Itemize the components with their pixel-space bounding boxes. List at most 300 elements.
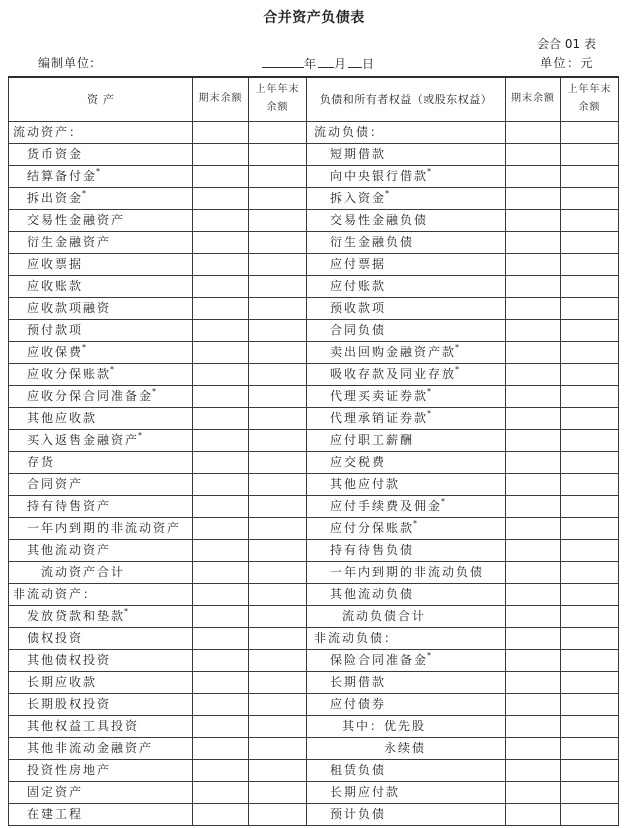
assets-prior-year-header-line2: 余额 <box>266 102 289 114</box>
liability-line-item: 向中央银行借款 <box>330 169 429 183</box>
asset-line-item: 投资性房地产 <box>27 763 112 777</box>
asset-prior-year-balance-cell <box>249 737 307 759</box>
liability-ending-balance-cell <box>506 605 561 627</box>
asset-prior-year-balance-cell <box>249 517 307 539</box>
liability-label-cell <box>307 429 506 451</box>
liability-prior-year-balance-cell <box>561 737 619 759</box>
liability-line-item: 吸收存款及同业存放 <box>330 367 457 381</box>
asset-section-heading: 流动资产： <box>13 125 84 139</box>
asset-label-cell <box>9 715 193 737</box>
footnote-mark: * <box>82 189 87 198</box>
asset-prior-year-balance-cell <box>249 451 307 473</box>
liability-prior-year-balance-cell <box>561 209 619 231</box>
currency-unit: 单位：元 <box>539 56 594 70</box>
asset-ending-balance-cell <box>193 297 249 319</box>
asset-ending-balance-cell <box>193 341 249 363</box>
asset-line-item: 应收分保账款 <box>27 367 112 381</box>
table-row <box>9 407 619 429</box>
asset-label-cell <box>9 759 193 781</box>
asset-line-item: 货币资金 <box>27 147 84 161</box>
liability-prior-year-balance-cell <box>561 451 619 473</box>
asset-prior-year-balance-cell <box>249 165 307 187</box>
table-row <box>9 517 619 539</box>
liability-prior-year-balance-cell <box>561 407 619 429</box>
footnote-mark: * <box>455 343 460 352</box>
liability-line-item: 应付票据 <box>330 257 387 271</box>
liability-ending-balance-cell <box>506 319 561 341</box>
liability-line-item: 代理承销证券款 <box>330 411 429 425</box>
liability-prior-year-balance-cell <box>561 363 619 385</box>
asset-label-cell <box>9 561 193 583</box>
liability-ending-balance-cell <box>506 341 561 363</box>
asset-line-item: 债权投资 <box>27 631 84 645</box>
report-meta <box>0 55 628 71</box>
liability-prior-year-balance-cell <box>561 759 619 781</box>
asset-prior-year-balance-cell <box>249 231 307 253</box>
asset-line-item: 其他债权投资 <box>27 653 112 667</box>
asset-line-item: 应收保费 <box>27 345 84 359</box>
liability-ending-balance-cell <box>506 781 561 803</box>
asset-line-item: 长期应收款 <box>27 675 98 689</box>
liability-line-item: 其他应付款 <box>330 477 401 491</box>
liability-prior-year-balance-cell <box>561 385 619 407</box>
liability-label-cell <box>307 231 506 253</box>
table-row <box>9 737 619 759</box>
asset-ending-balance-cell <box>193 495 249 517</box>
liability-ending-balance-cell <box>506 517 561 539</box>
liability-breakdown-item: 永续债 <box>384 741 427 755</box>
liability-label-cell <box>307 671 506 693</box>
liability-label-cell <box>307 561 506 583</box>
liability-line-item: 长期应付款 <box>330 785 401 799</box>
table-row <box>9 253 619 275</box>
table-row <box>9 363 619 385</box>
form-code: 会合 01 表 <box>537 37 596 51</box>
assets-ending-balance-header: 期末余额 <box>193 77 249 121</box>
assets-column-header: 资产 <box>9 77 193 121</box>
asset-ending-balance-cell <box>193 693 249 715</box>
asset-ending-balance-cell <box>193 517 249 539</box>
liability-ending-balance-cell <box>506 583 561 605</box>
liability-ending-balance-cell <box>506 561 561 583</box>
asset-ending-balance-cell <box>193 759 249 781</box>
asset-prior-year-balance-cell <box>249 649 307 671</box>
liability-prior-year-balance-cell <box>561 649 619 671</box>
liability-ending-balance-cell <box>506 759 561 781</box>
liability-prior-year-balance-cell <box>561 715 619 737</box>
asset-line-item: 一年内到期的非流动资产 <box>27 521 182 535</box>
liability-ending-balance-cell <box>506 209 561 231</box>
liability-prior-year-balance-cell <box>561 297 619 319</box>
liability-label-cell <box>307 627 506 649</box>
liability-prior-year-balance-cell <box>561 253 619 275</box>
asset-line-item: 应收票据 <box>27 257 84 271</box>
table-row <box>9 451 619 473</box>
liability-line-item: 卖出回购金融资产款 <box>330 345 457 359</box>
asset-prior-year-balance-cell <box>249 275 307 297</box>
liability-prior-year-balance-cell <box>561 341 619 363</box>
month-unit: 月 <box>334 57 347 71</box>
table-row <box>9 715 619 737</box>
asset-prior-year-balance-cell <box>249 759 307 781</box>
asset-line-item: 合同资产 <box>27 477 84 491</box>
day-blank <box>348 55 362 68</box>
asset-label-cell <box>9 451 193 473</box>
asset-label-cell <box>9 275 193 297</box>
table-row <box>9 121 619 143</box>
liability-prior-year-balance-cell <box>561 605 619 627</box>
liability-prior-year-balance-cell <box>561 121 619 143</box>
liability-label-cell <box>307 737 506 759</box>
asset-label-cell <box>9 319 193 341</box>
table-row <box>9 649 619 671</box>
asset-prior-year-balance-cell <box>249 781 307 803</box>
asset-line-item: 其他应收款 <box>27 411 98 425</box>
asset-ending-balance-cell <box>193 209 249 231</box>
liability-ending-balance-cell <box>506 671 561 693</box>
asset-line-item: 衍生金融资产 <box>27 235 112 249</box>
liability-line-item: 代理买卖证券款 <box>330 389 429 403</box>
liability-label-cell <box>307 275 506 297</box>
asset-ending-balance-cell <box>193 583 249 605</box>
asset-label-cell <box>9 473 193 495</box>
liability-ending-balance-cell <box>506 165 561 187</box>
asset-line-item: 固定资产 <box>27 785 84 799</box>
asset-ending-balance-cell <box>193 671 249 693</box>
breakdown-prefix: 其中： <box>342 719 385 733</box>
liability-line-item: 交易性金融负债 <box>330 213 429 227</box>
asset-label-cell <box>9 693 193 715</box>
asset-prior-year-balance-cell <box>249 297 307 319</box>
liability-prior-year-balance-cell <box>561 539 619 561</box>
liability-section-heading: 非流动负债： <box>314 631 399 645</box>
liability-label-cell <box>307 341 506 363</box>
liability-ending-balance-cell <box>506 693 561 715</box>
table-row <box>9 803 619 825</box>
liability-label-cell <box>307 693 506 715</box>
asset-label-cell <box>9 231 193 253</box>
asset-ending-balance-cell <box>193 649 249 671</box>
table-row <box>9 671 619 693</box>
table-header <box>9 77 619 121</box>
liability-line-item: 预收款项 <box>330 301 387 315</box>
liability-ending-balance-cell <box>506 429 561 451</box>
liability-label-cell <box>307 517 506 539</box>
asset-label-cell <box>9 671 193 693</box>
asset-label-cell <box>9 737 193 759</box>
liability-label-cell <box>307 451 506 473</box>
asset-ending-balance-cell <box>193 737 249 759</box>
asset-label-cell <box>9 121 193 143</box>
liability-ending-balance-cell <box>506 627 561 649</box>
liability-ending-balance-cell <box>506 187 561 209</box>
liability-ending-balance-cell <box>506 253 561 275</box>
preparer-label: 编制单位: <box>38 56 96 70</box>
asset-line-item: 交易性金融资产 <box>27 213 126 227</box>
liability-prior-year-balance-cell <box>561 561 619 583</box>
asset-line-item: 在建工程 <box>27 807 84 821</box>
asset-line-item: 拆出资金 <box>27 191 84 205</box>
liability-line-item: 应付职工薪酬 <box>330 433 415 447</box>
liability-line-item: 应付手续费及佣金 <box>330 499 443 513</box>
liability-line-item: 应付债券 <box>330 697 387 711</box>
assets-prior-year-header <box>249 77 307 121</box>
asset-label-cell <box>9 781 193 803</box>
liability-label-cell <box>307 143 506 165</box>
asset-ending-balance-cell <box>193 473 249 495</box>
asset-ending-balance-cell <box>193 363 249 385</box>
asset-label-cell <box>9 165 193 187</box>
liability-label-cell <box>307 297 506 319</box>
liability-line-item: 衍生金融负债 <box>330 235 415 249</box>
asset-label-cell <box>9 385 193 407</box>
asset-label-cell <box>9 341 193 363</box>
liability-ending-balance-cell <box>506 737 561 759</box>
table-row <box>9 187 619 209</box>
footnote-mark: * <box>152 387 157 396</box>
page-title: 合并资产负债表 <box>263 10 365 26</box>
liability-label-cell <box>307 385 506 407</box>
liability-line-item: 短期借款 <box>330 147 387 161</box>
liability-line-item: 应付分保账款 <box>330 521 415 535</box>
liability-line-item: 应付账款 <box>330 279 387 293</box>
asset-prior-year-balance-cell <box>249 803 307 825</box>
liability-ending-balance-cell <box>506 231 561 253</box>
month-blank <box>318 55 334 68</box>
asset-label-cell <box>9 583 193 605</box>
footnote-mark: * <box>138 431 143 440</box>
liability-prior-year-balance-cell <box>561 495 619 517</box>
liability-line-item: 拆入资金 <box>330 191 387 205</box>
asset-ending-balance-cell <box>193 627 249 649</box>
liabilities-prior-year-header-line2: 余额 <box>578 102 601 114</box>
asset-prior-year-balance-cell <box>249 561 307 583</box>
asset-line-item: 应收账款 <box>27 279 84 293</box>
liability-label-cell <box>307 715 506 737</box>
footnote-mark: * <box>385 189 390 198</box>
liability-prior-year-balance-cell <box>561 165 619 187</box>
asset-prior-year-balance-cell <box>249 209 307 231</box>
asset-prior-year-balance-cell <box>249 121 307 143</box>
footnote-mark: * <box>427 387 432 396</box>
liability-ending-balance-cell <box>506 363 561 385</box>
liability-ending-balance-cell <box>506 407 561 429</box>
asset-prior-year-balance-cell <box>249 363 307 385</box>
asset-ending-balance-cell <box>193 165 249 187</box>
liability-breakdown-item: 优先股 <box>384 719 427 733</box>
liability-ending-balance-cell <box>506 297 561 319</box>
liability-prior-year-balance-cell <box>561 671 619 693</box>
table-row <box>9 165 619 187</box>
asset-ending-balance-cell <box>193 561 249 583</box>
footnote-mark: * <box>427 409 432 418</box>
footnote-mark: * <box>441 497 446 506</box>
liability-line-item: 应交税费 <box>330 455 387 469</box>
asset-prior-year-balance-cell <box>249 473 307 495</box>
liability-prior-year-balance-cell <box>561 187 619 209</box>
asset-prior-year-balance-cell <box>249 605 307 627</box>
asset-ending-balance-cell <box>193 781 249 803</box>
table-row <box>9 319 619 341</box>
asset-line-item: 结算备付金 <box>27 169 98 183</box>
liability-ending-balance-cell <box>506 649 561 671</box>
footnote-mark: * <box>427 167 432 176</box>
liability-line-item: 其他流动负债 <box>330 587 415 601</box>
table-row <box>9 759 619 781</box>
asset-line-item: 长期股权投资 <box>27 697 112 711</box>
day-unit: 日 <box>362 57 375 71</box>
liability-line-item: 持有待售负债 <box>330 543 415 557</box>
asset-prior-year-balance-cell <box>249 583 307 605</box>
liability-label-cell <box>307 165 506 187</box>
liability-label-cell <box>307 253 506 275</box>
liability-label-cell <box>307 539 506 561</box>
liability-prior-year-balance-cell <box>561 275 619 297</box>
asset-label-cell <box>9 429 193 451</box>
table-row <box>9 385 619 407</box>
footnote-mark: * <box>96 167 101 176</box>
liabilities-equity-column-header: 负债和所有者权益（或股东权益） <box>307 77 506 121</box>
liability-ending-balance-cell <box>506 803 561 825</box>
asset-label-cell <box>9 297 193 319</box>
liability-section-heading: 流动负债： <box>314 125 385 139</box>
table-row <box>9 781 619 803</box>
liability-prior-year-balance-cell <box>561 583 619 605</box>
asset-prior-year-balance-cell <box>249 539 307 561</box>
header-row <box>9 77 619 121</box>
table-row <box>9 209 619 231</box>
asset-label-cell <box>9 539 193 561</box>
liability-label-cell <box>307 583 506 605</box>
liability-label-cell <box>307 495 506 517</box>
asset-label-cell <box>9 407 193 429</box>
table-row <box>9 495 619 517</box>
asset-prior-year-balance-cell <box>249 495 307 517</box>
asset-line-item: 发放贷款和垫款 <box>27 609 126 623</box>
table-row <box>9 231 619 253</box>
asset-ending-balance-cell <box>193 803 249 825</box>
liability-label-cell <box>307 209 506 231</box>
footnote-mark: * <box>124 607 129 616</box>
year-unit: 年 <box>304 57 317 71</box>
asset-ending-balance-cell <box>193 143 249 165</box>
asset-label-cell <box>9 627 193 649</box>
liability-ending-balance-cell <box>506 143 561 165</box>
asset-prior-year-balance-cell <box>249 143 307 165</box>
asset-label-cell <box>9 803 193 825</box>
liability-line-item: 租赁负债 <box>330 763 387 777</box>
footnote-mark: * <box>110 365 115 374</box>
liability-line-item: 合同负债 <box>330 323 387 337</box>
asset-ending-balance-cell <box>193 451 249 473</box>
asset-line-item: 应收分保合同准备金 <box>27 389 154 403</box>
balance-sheet-table <box>8 76 619 826</box>
liability-ending-balance-cell <box>506 121 561 143</box>
asset-label-cell <box>9 605 193 627</box>
table-row <box>9 693 619 715</box>
asset-prior-year-balance-cell <box>249 341 307 363</box>
asset-line-item: 应收款项融资 <box>27 301 112 315</box>
table-row <box>9 341 619 363</box>
asset-prior-year-balance-cell <box>249 627 307 649</box>
asset-line-item: 其他非流动金融资产 <box>27 741 154 755</box>
liabilities-prior-year-header <box>561 77 619 121</box>
liability-ending-balance-cell <box>506 495 561 517</box>
liability-label-cell <box>307 319 506 341</box>
asset-section-heading: 非流动资产： <box>13 587 98 601</box>
table-row <box>9 539 619 561</box>
liabilities-ending-balance-header: 期末余额 <box>506 77 561 121</box>
liability-line-item: 预计负债 <box>330 807 387 821</box>
liability-line-item: 一年内到期的非流动负债 <box>330 565 485 579</box>
liability-ending-balance-cell <box>506 539 561 561</box>
asset-prior-year-balance-cell <box>249 187 307 209</box>
liability-ending-balance-cell <box>506 275 561 297</box>
asset-ending-balance-cell <box>193 187 249 209</box>
asset-label-cell <box>9 209 193 231</box>
liability-ending-balance-cell <box>506 715 561 737</box>
asset-ending-balance-cell <box>193 715 249 737</box>
liability-label-cell <box>307 407 506 429</box>
report-date <box>262 55 374 72</box>
assets-prior-year-header-line1: 上年年末 <box>255 84 300 96</box>
asset-ending-balance-cell <box>193 253 249 275</box>
asset-ending-balance-cell <box>193 275 249 297</box>
asset-ending-balance-cell <box>193 539 249 561</box>
asset-label-cell <box>9 253 193 275</box>
asset-ending-balance-cell <box>193 319 249 341</box>
footnote-mark: * <box>427 651 432 660</box>
liability-prior-year-balance-cell <box>561 781 619 803</box>
table-row <box>9 297 619 319</box>
table-row <box>9 583 619 605</box>
asset-label-cell <box>9 143 193 165</box>
asset-ending-balance-cell <box>193 385 249 407</box>
asset-line-item: 其他权益工具投资 <box>27 719 140 733</box>
asset-prior-year-balance-cell <box>249 253 307 275</box>
asset-ending-balance-cell <box>193 429 249 451</box>
footnote-mark: * <box>455 365 460 374</box>
asset-label-cell <box>9 495 193 517</box>
liability-prior-year-balance-cell <box>561 231 619 253</box>
table-row <box>9 275 619 297</box>
asset-label-cell <box>9 517 193 539</box>
asset-prior-year-balance-cell <box>249 715 307 737</box>
asset-label-cell <box>9 649 193 671</box>
asset-line-item: 预付款项 <box>27 323 84 337</box>
liability-prior-year-balance-cell <box>561 319 619 341</box>
table-row <box>9 143 619 165</box>
table-body <box>9 121 619 825</box>
liability-line-item: 保险合同准备金 <box>330 653 429 667</box>
footnote-mark: * <box>82 343 87 352</box>
liability-prior-year-balance-cell <box>561 517 619 539</box>
asset-ending-balance-cell <box>193 231 249 253</box>
asset-ending-balance-cell <box>193 605 249 627</box>
liabilities-prior-year-header-line1: 上年年末 <box>567 84 612 96</box>
liability-line-item: 长期借款 <box>330 675 387 689</box>
liability-prior-year-balance-cell <box>561 693 619 715</box>
asset-ending-balance-cell <box>193 121 249 143</box>
liability-label-cell <box>307 121 506 143</box>
liability-ending-balance-cell <box>506 385 561 407</box>
liability-label-cell <box>307 803 506 825</box>
table-row <box>9 429 619 451</box>
asset-label-cell <box>9 187 193 209</box>
liability-label-cell <box>307 781 506 803</box>
asset-prior-year-balance-cell <box>249 385 307 407</box>
liability-ending-balance-cell <box>506 451 561 473</box>
